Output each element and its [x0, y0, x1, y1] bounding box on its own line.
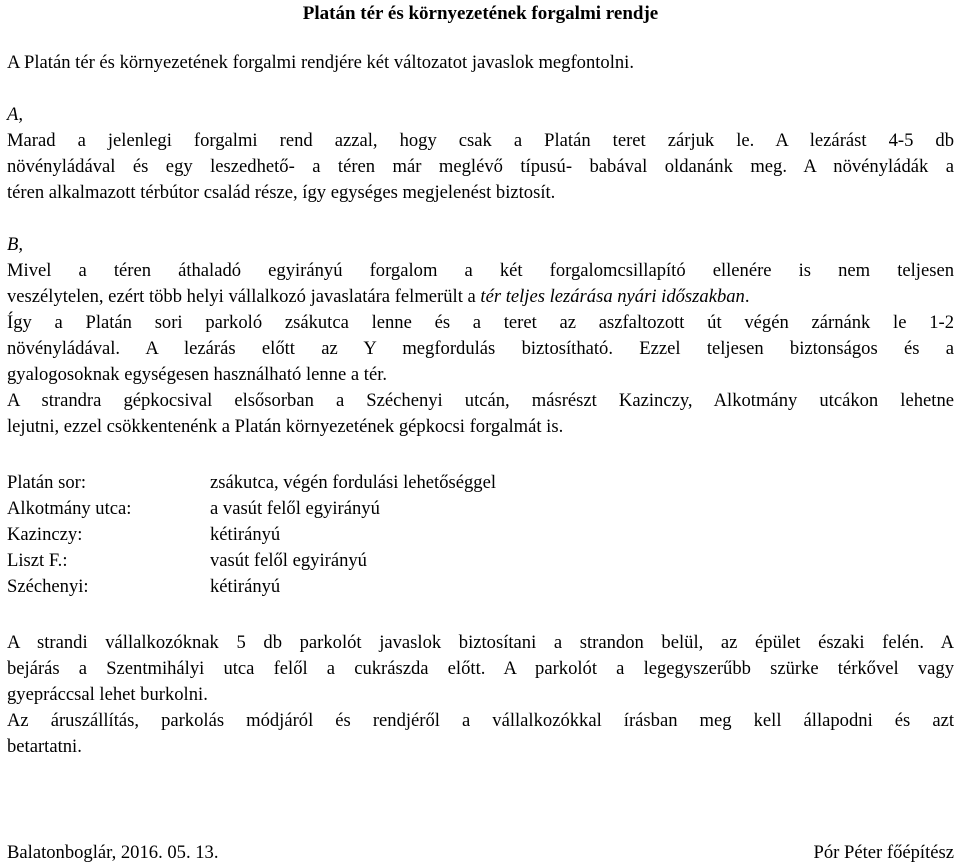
- option-b-line-5: gyalogosoknak egységesen használható lenne a tér.: [7, 364, 388, 385]
- road-direction: a vasút felől egyirányú: [210, 498, 380, 519]
- place-and-date: Balatonboglár, 2016. 05. 13.: [7, 842, 219, 863]
- option-b-label: B,: [7, 234, 24, 255]
- road-name: Alkotmány utca:: [7, 498, 132, 519]
- intro-paragraph: A Platán tér és környezetének forgalmi rendjére két változatot javaslok megfontolni.: [7, 52, 634, 73]
- road-direction: zsákutca, végén fordulási lehetőséggel: [210, 472, 497, 493]
- signature: Pór Péter főépítész: [813, 842, 954, 863]
- option-b-closure-emphasis: tér teljes lezárása nyári időszakban: [480, 286, 745, 307]
- road-name: Kazinczy:: [7, 524, 83, 545]
- option-b-line-7: lejutni, ezzel csökkentenénk a Platán környezetének gépkocsi forgalmát is.: [7, 416, 564, 437]
- option-a-line-2: növényládával és egy leszedhető- a téren már meglévő típusú- babával oldanánk meg. A növényládák a: [7, 156, 954, 177]
- road-name: Platán sor:: [7, 472, 87, 493]
- road-name: Liszt F.:: [7, 550, 68, 571]
- option-b-line-2-end: .: [744, 286, 750, 307]
- parking-line-3: gyepráccsal lehet burkolni.: [7, 684, 208, 705]
- road-name: Széchenyi:: [7, 576, 89, 597]
- option-b-line-6: A strandra gépkocsival elsősorban a Széchenyi utcán, másrészt Kazinczy, Alkotmány utcákon lehetne: [7, 390, 954, 411]
- option-b-line-1: Mivel a téren áthaladó egyirányú forgalom a két forgalomcsillapító ellenére is nem teljesen: [7, 260, 954, 281]
- road-direction: kétirányú: [210, 576, 281, 597]
- option-b-line-2-start: veszélytelen, ezért több helyi vállalkozó javaslatára felmerült a: [7, 286, 481, 307]
- option-a-label: A,: [7, 104, 24, 125]
- parking-line-1: A strandi vállalkozóknak 5 db parkolót javaslok biztosítani a strandon belül, az épület északi felén. A: [7, 632, 954, 653]
- option-b-line-3: Így a Platán sori parkoló zsákutca lenne és a teret az aszfaltozott út végén zárnánk le 1-2: [7, 312, 954, 333]
- option-b-line-4: növényládával. A lezárás előtt az Y megfordulás biztosítható. Ezzel teljesen biztonságos és a: [7, 338, 954, 359]
- delivery-line-2: betartatni.: [7, 736, 82, 757]
- delivery-line-1: Az áruszállítás, parkolás módjáról és rendjéről a vállalkozókkal írásban meg kell állapodni és azt: [7, 710, 954, 731]
- road-direction: kétirányú: [210, 524, 281, 545]
- road-direction: vasút felől egyirányú: [210, 550, 367, 571]
- option-a-line-1: Marad a jelenlegi forgalmi rend azzal, hogy csak a Platán teret zárjuk le. A lezárást 4-5 db: [7, 130, 954, 151]
- parking-line-2: bejárás a Szentmihályi utca felől a cukrászda előtt. A parkolót a legegyszerűbb szürke térkővel vagy: [7, 658, 954, 679]
- option-b-line-2: [7, 284, 954, 310]
- option-a-line-3: téren alkalmazott térbútor család része, így egységes megjelenést biztosít.: [7, 182, 556, 203]
- document-title: Platán tér és környezetének forgalmi rendje: [302, 3, 659, 24]
